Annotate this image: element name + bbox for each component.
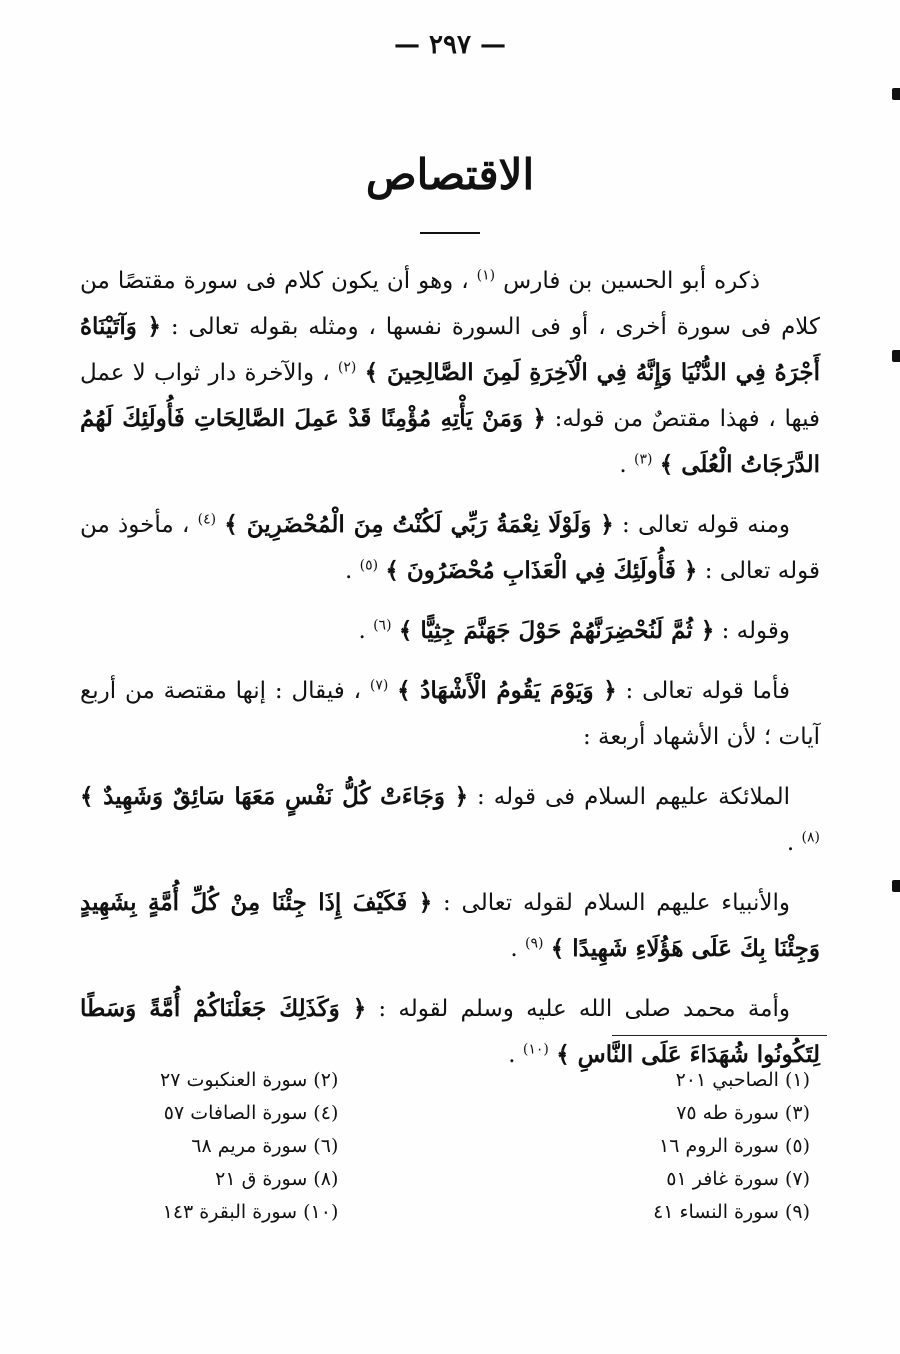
paragraph-4 bbox=[80, 668, 820, 760]
scan-edge-mark bbox=[892, 88, 900, 100]
quran-verse: ﴿ فَكَيْفَ إِذَا جِئْنَا مِنْ كُلِّ أُمَّةٍ بِشَهِيدٍ وَجِئْنَا بِكَ عَلَى هَؤُلَاءِ شَهِيدًا ﴾ bbox=[80, 889, 820, 962]
text-span: . bbox=[510, 936, 525, 962]
footnote-ref: (٨) bbox=[801, 829, 820, 846]
text-span: . bbox=[619, 452, 634, 478]
footnote: (٧) سورة غافر ٥١ bbox=[666, 1168, 810, 1190]
footnote-ref: (٤) bbox=[197, 511, 217, 528]
page-number: — ٢٩٧ — bbox=[393, 30, 507, 60]
footnote-ref: (٥) bbox=[359, 557, 379, 574]
paragraph-5 bbox=[80, 774, 820, 866]
text-span: الملائكة عليهم السلام فى قوله : bbox=[468, 784, 790, 810]
footnote-ref: (٩) bbox=[524, 935, 544, 952]
text-span: فأما قوله تعالى : bbox=[616, 678, 790, 704]
text-span: والأنبياء عليهم السلام لقوله تعالى : bbox=[432, 890, 790, 916]
footnote: (١٠) سورة البقرة ١٤٣ bbox=[162, 1201, 339, 1223]
quran-verse: ﴿ ثُمَّ لَنُحْضِرَنَّهُمْ حَوْلَ جَهَنَّمَ جِثِيًّا ﴾ bbox=[398, 617, 715, 644]
text-span: . bbox=[344, 558, 360, 584]
quran-verse: ﴿ وَجَاءَتْ كُلُّ نَفْسٍ مَعَهَا سَائِقٌ وَشَهِيدٌ ﴾ bbox=[80, 783, 469, 810]
quran-verse: ﴿ فَأُولَئِكَ فِي الْعَذَابِ مُحْضَرُونَ ﴾ bbox=[385, 557, 698, 584]
quran-verse: ﴿ وَكَذَلِكَ جَعَلْنَاكُمْ أُمَّةً وَسَطًا لِتَكُونُوا شُهَدَاءَ عَلَى النَّاسِ ﴾ bbox=[80, 995, 820, 1068]
footnotes bbox=[160, 1064, 810, 1229]
footnote-ref: (٢) bbox=[337, 359, 357, 376]
footnote: (٢) سورة العنكبوت ٢٧ bbox=[160, 1069, 339, 1091]
quran-verse: ﴿ وَلَوْلَا نِعْمَةُ رَبِّي لَكُنْتُ مِنَ الْمُحْضَرِينَ ﴾ bbox=[224, 511, 614, 538]
scan-edge-mark bbox=[892, 880, 900, 892]
footnote-ref: (١٠) bbox=[522, 1041, 549, 1058]
footnote: (١) الصاحبي ٢٠١ bbox=[675, 1069, 810, 1091]
scan-edge-mark bbox=[892, 350, 900, 362]
quran-verse: ﴿ وَمَنْ يَأْتِهِ مُؤْمِنًا قَدْ عَمِلَ الصَّالِحَاتِ فَأُولَئِكَ لَهُمُ الدَّرَجَاتُ الْعُلَى ﴾ bbox=[80, 405, 820, 478]
text-span: ، فيقال : إنها مقتصة من أربع آيات ؛ لأن الأشهاد أربعة : bbox=[80, 678, 820, 750]
footnote-divider bbox=[612, 1035, 827, 1036]
footnotes-right-column bbox=[653, 1064, 810, 1229]
footnote-ref: (٦) bbox=[373, 617, 392, 634]
footnotes-left-column bbox=[160, 1064, 338, 1229]
text-span: وأمة محمد صلى الله عليه وسلم لقوله : bbox=[366, 996, 790, 1022]
quran-verse: ﴿ وَآتَيْنَاهُ أَجْرَهُ فِي الدُّنْيَا وَإِنَّهُ فِي الْآخِرَةِ لَمِنَ الصَّالِحِينَ ﴾ bbox=[80, 313, 821, 386]
text-span: . bbox=[358, 618, 374, 644]
text-span: ذكره أبو الحسين بن فارس bbox=[495, 268, 761, 294]
paragraph-1 bbox=[80, 258, 820, 488]
paragraph-6 bbox=[80, 880, 820, 972]
text-span: ، والآخرة دار ثواب لا عمل فيها ، فهذا مقتصٌ من قوله: bbox=[80, 360, 821, 432]
paragraph-3 bbox=[80, 608, 820, 654]
footnote: (٥) سورة الروم ١٦ bbox=[659, 1135, 810, 1157]
paragraph-2 bbox=[80, 502, 820, 594]
text-span: ومنه قوله تعالى : bbox=[613, 512, 791, 538]
footnote: (٨) سورة ق ٢١ bbox=[215, 1168, 339, 1190]
text-span: ، وهو أن يكون كلام فى سورة مقتصًا من كلام فى سورة أخرى ، أو فى السورة نفسها ، ومثله بقوله تعالى : bbox=[80, 268, 820, 340]
footnote: (٣) سورة طه ٧٥ bbox=[676, 1102, 810, 1124]
text-span: وقوله : bbox=[714, 618, 790, 644]
text-span: ، مأخوذ من قوله تعالى : bbox=[80, 512, 820, 584]
page-title: الاقتصاص bbox=[365, 150, 535, 199]
footnote-ref: (١) bbox=[476, 267, 496, 284]
quran-verse: ﴿ وَيَوْمَ يَقُومُ الْأَشْهَادُ ﴾ bbox=[397, 677, 617, 704]
footnote: (٩) سورة النساء ٤١ bbox=[653, 1201, 810, 1223]
footnote: (٦) سورة مريم ٦٨ bbox=[191, 1135, 339, 1157]
footnote: (٤) سورة الصافات ٥٧ bbox=[163, 1102, 339, 1124]
footnote-ref: (٣) bbox=[633, 451, 653, 468]
main-text bbox=[80, 258, 820, 1092]
text-span: . bbox=[786, 830, 802, 856]
footnote-ref: (٧) bbox=[369, 677, 389, 694]
title-divider bbox=[420, 232, 480, 234]
text-span: . bbox=[508, 1042, 523, 1068]
